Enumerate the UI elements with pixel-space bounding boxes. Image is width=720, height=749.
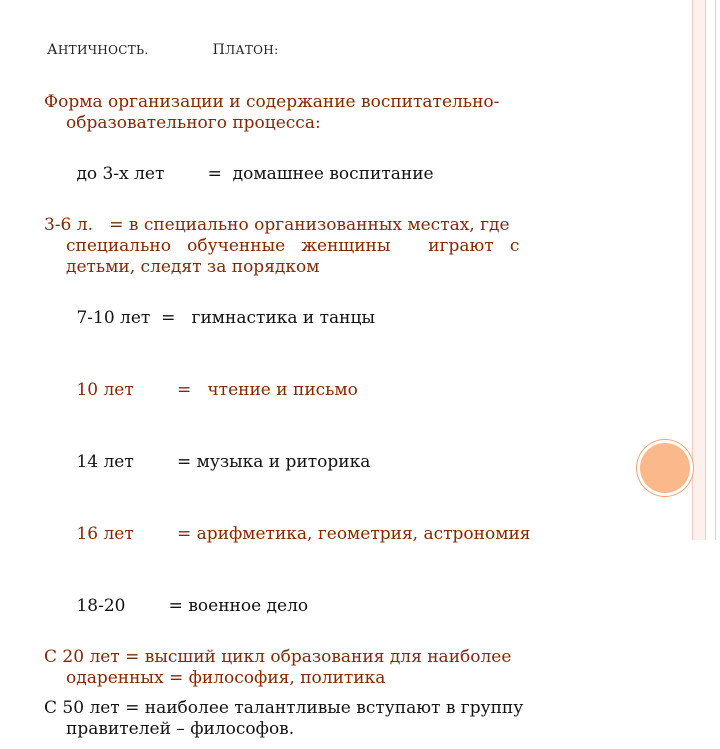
list-item-line: специально обученные женщины играют с <box>66 236 520 256</box>
list-item-line: 10 лет = чтение и письмо <box>76 380 358 400</box>
list-item <box>44 647 664 689</box>
list-item-line: правителей – философов. <box>66 719 295 739</box>
list-item-line: образовательного процесса: <box>66 113 321 133</box>
decorative-circle <box>637 440 693 496</box>
list-item <box>44 287 664 350</box>
list-item <box>44 698 664 740</box>
list-item-line: 16 лет = арифметика, геометрия, астрономия <box>76 524 531 544</box>
list-item <box>44 431 664 494</box>
list-item <box>44 215 664 278</box>
list-item-line: одаренных = философия, политика <box>66 668 386 688</box>
list-item <box>44 143 664 206</box>
decorative-side-stripe <box>692 0 706 540</box>
list-item-line: 14 лет = музыка и риторика <box>76 452 371 472</box>
list-item-line: 7-10 лет = гимнастика и танцы <box>76 308 375 328</box>
slide-content <box>44 92 664 749</box>
list-item-line: до 3-х лет = домашнее воспитание <box>76 164 434 184</box>
list-item-line: 18-20 = военное дело <box>76 596 309 616</box>
decorative-side-line <box>715 0 716 540</box>
list-item <box>44 359 664 422</box>
list-item-line: Форма организации и содержание воспитательно- <box>44 92 500 112</box>
list-item <box>44 575 664 638</box>
list-item <box>44 92 664 134</box>
list-item <box>44 503 664 566</box>
slide-header <box>47 42 278 58</box>
header-antiquity: АНТИЧНОСТЬ. <box>47 42 149 58</box>
list-item-line: С 20 лет = высший цикл образования для наиболее <box>44 647 512 667</box>
header-plato: ПЛАТОН: <box>212 42 279 58</box>
list-item-line: С 50 лет = наиболее талантливые вступают в группу <box>44 698 524 718</box>
list-item-line: 3-6 л. = в специально организованных местах, где <box>44 215 510 235</box>
list-item-line: детьми, следят за порядком <box>66 257 320 277</box>
